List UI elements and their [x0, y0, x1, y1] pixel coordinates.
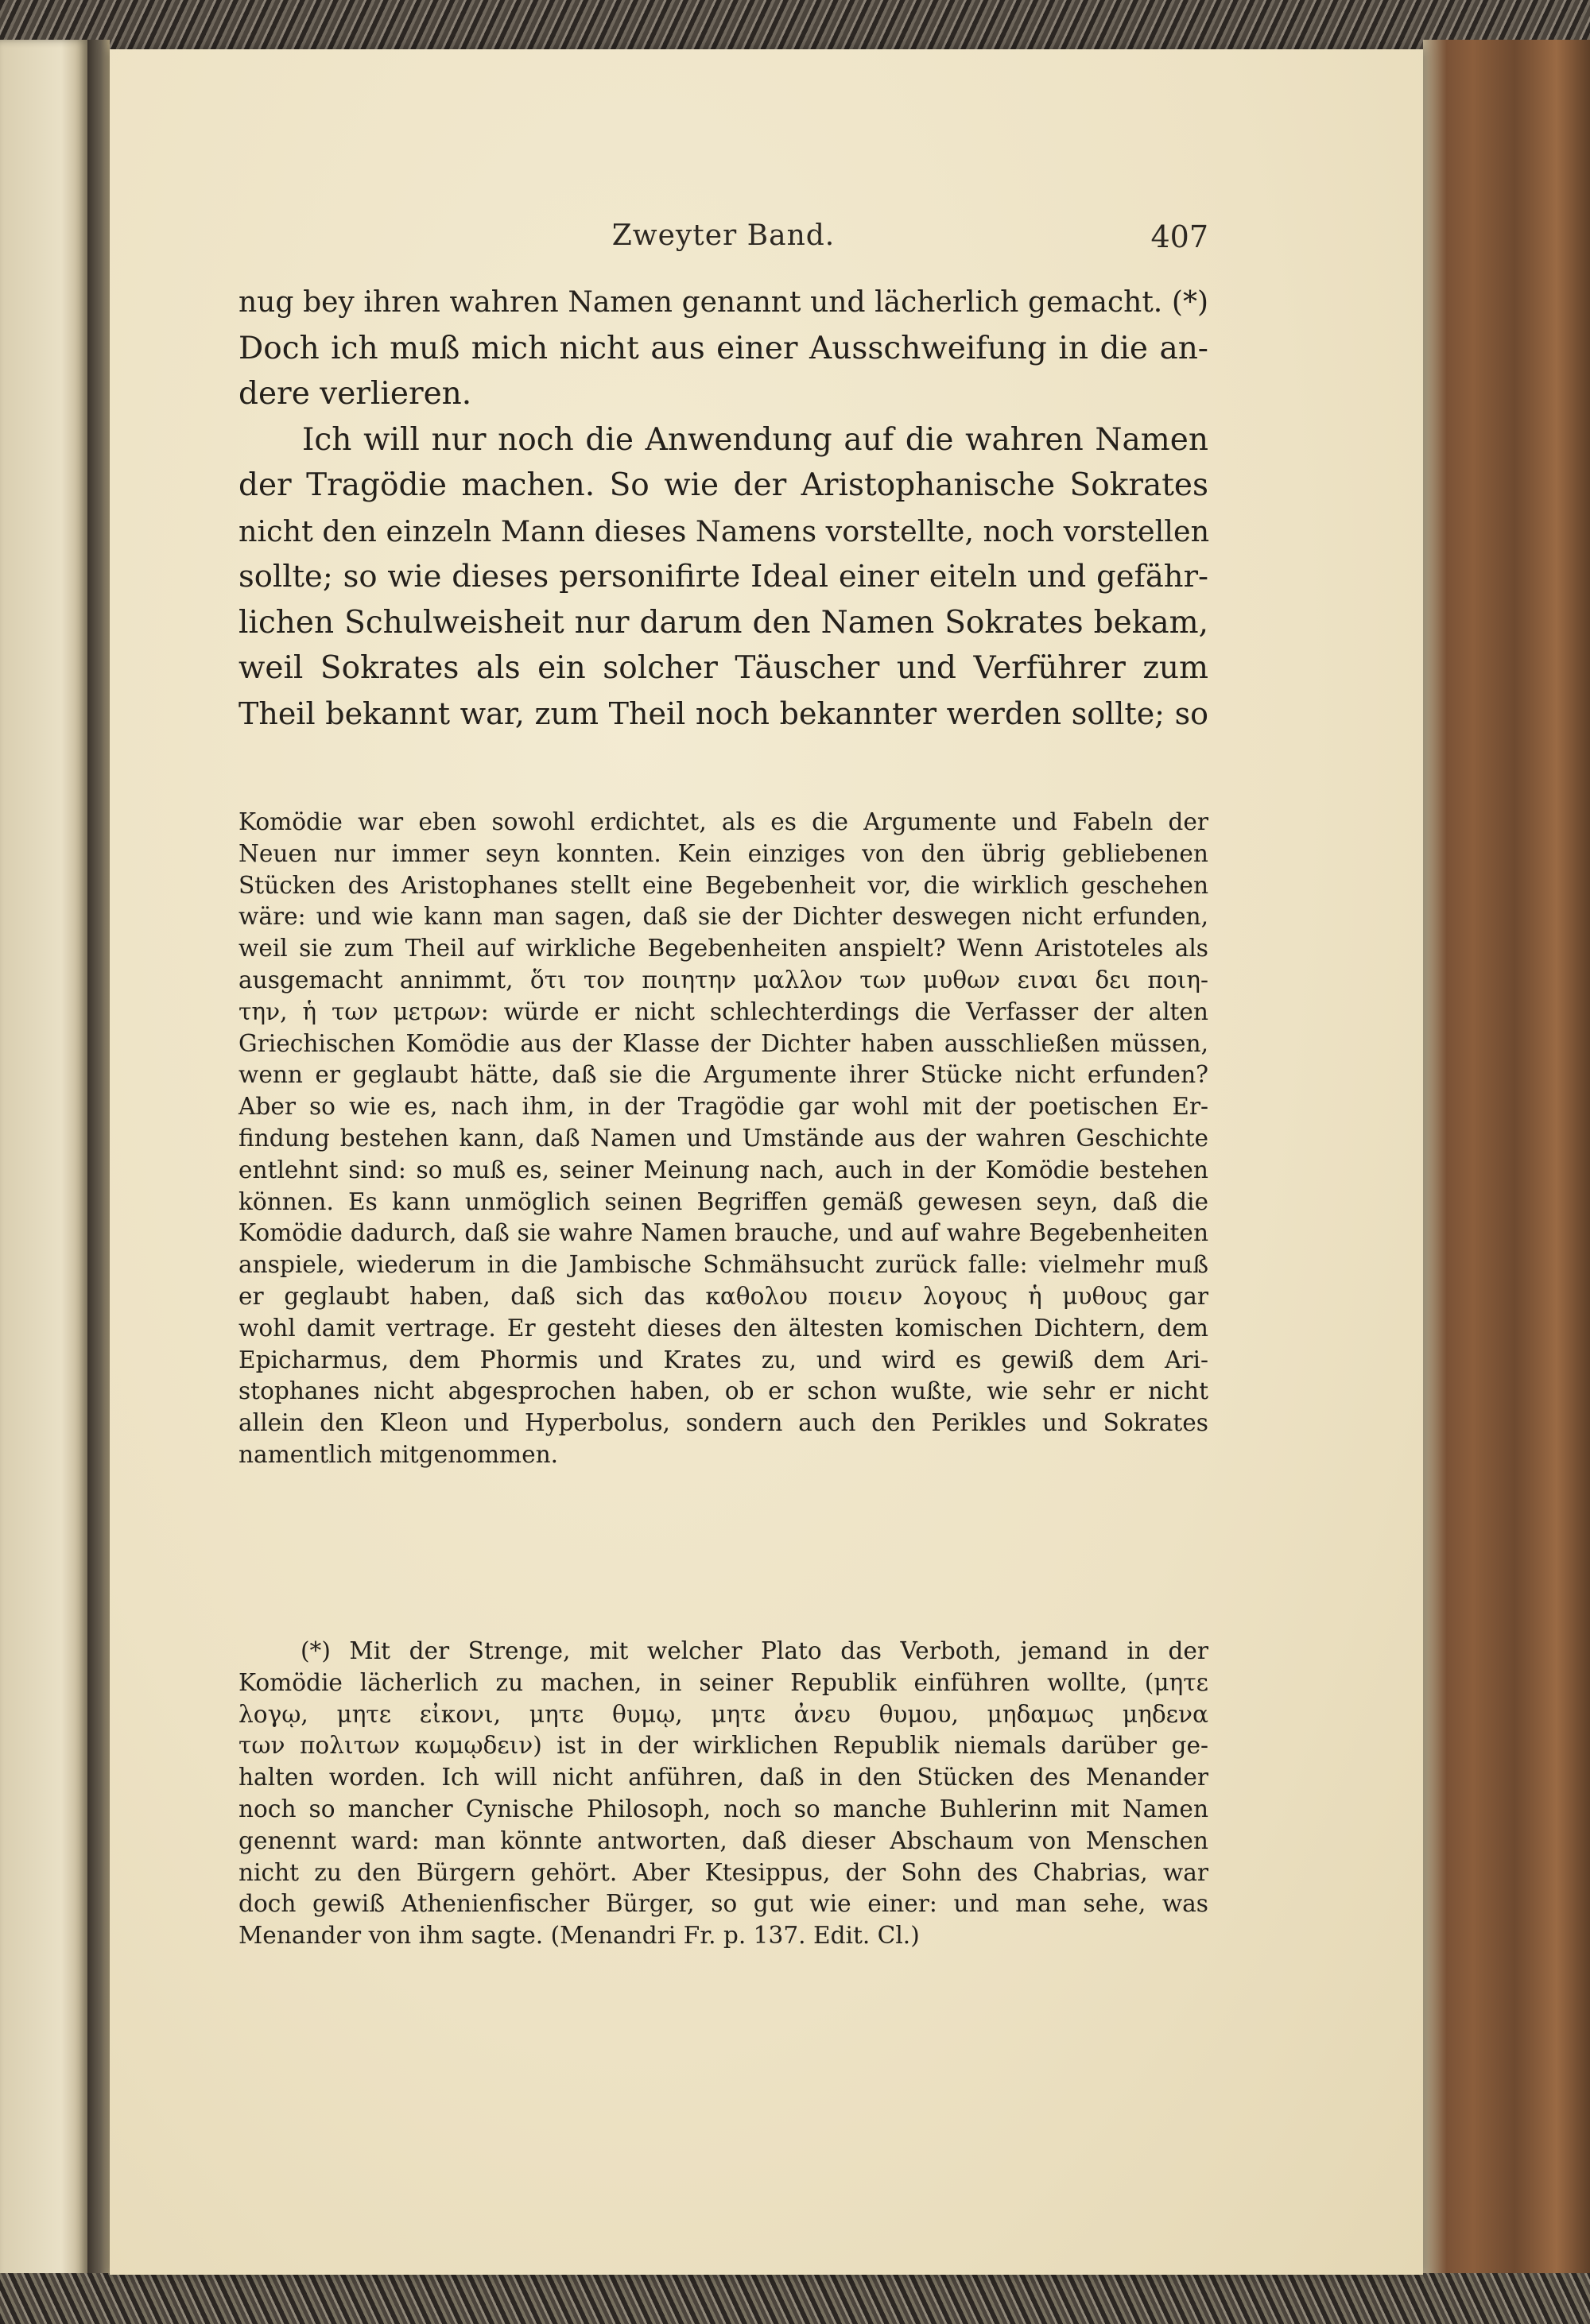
footnote-line: wohl damit vertrage. Er gesteht dieses den ältesten komischen Dichtern, dem: [238, 1314, 1208, 1342]
footnote-line: stophanes nicht abgesprochen haben, ob er schon wußte, wie sehr er nicht: [238, 1377, 1208, 1405]
marbled-endpaper-bottom: [0, 2273, 1590, 2324]
footnote-star: [238, 1636, 1208, 1952]
footnote-line: namentlich mitgenommen.: [238, 1440, 559, 1468]
footnote-line: allein den Kleon und Hyperbolus, sondern auch den Perikles und Sokrates: [238, 1409, 1208, 1437]
text-line: dere verlieren.: [238, 376, 472, 412]
footnote-line: Epicharmus, dem Phormis und Krates zu, und wird es gewiß dem Ari-: [238, 1346, 1208, 1373]
text-line: weil Sokrates als ein solcher Täuscher und Verführer zum: [238, 650, 1208, 686]
text-line: Theil bekannt war, zum Theil noch bekannter werden sollte; so: [238, 695, 1208, 731]
footnote-line: Aber so wie es, nach ihm, in der Tragödie gar wohl mit der poetischen Er-: [238, 1093, 1208, 1121]
footnote-line: Komödie dadurch, daß sie wahre Namen brauche, und auf wahre Begebenheiten: [238, 1219, 1208, 1247]
page-number: 407: [1150, 219, 1208, 254]
text-line: der Tragödie machen. So wie der Aristophanische Sokrates: [238, 467, 1208, 503]
main-text-block: [238, 280, 1208, 737]
footnote-line: noch so mancher Cynische Philosoph, noch so manche Buhlerinn mit Namen: [238, 1795, 1208, 1822]
page-header: [238, 219, 1208, 267]
footnote-line: er geglaubt haben, daß sich das καθολου ποιειν λογους ἡ μυθους gar: [238, 1282, 1208, 1310]
footnote-line: nicht zu den Bürgern gehört. Aber Ktesippus, der Sohn des Chabrias, war: [238, 1858, 1208, 1886]
footnote-line: Neuen nur immer seyn konnten. Kein einziges von den übrig gebliebenen: [238, 839, 1208, 867]
footnote-line: ausgemacht annimmt, ὅτι τον ποιητην μαλλον των μυθων ειναι δει ποιη-: [238, 966, 1208, 994]
footnote-line: των πολιτων κωμῳδειν) ist in der wirklichen Republik niemals darüber ge-: [238, 1732, 1208, 1760]
footnote-line: (*) Mit der Strenge, mit welcher Plato das Verboth, jemand in der: [301, 1637, 1208, 1664]
footnote-line: doch gewiß Athenienfischer Bürger, so gut wie einer: und man sehe, was: [238, 1890, 1208, 1918]
footnote-line: wenn er geglaubt hätte, daß sie die Argumente ihrer Stücke nicht erfunden?: [238, 1061, 1208, 1089]
footnote-line: την, ἡ των μετρων: würde er nicht schlechterdings die Verfasser der alten: [238, 997, 1208, 1025]
footnote-line: findung bestehen kann, daß Namen und Umstände aus der wahren Geschichte: [238, 1124, 1208, 1152]
footnote-line: Stücken des Aristophanes stellt eine Begebenheit vor, die wirklich geschehen: [238, 871, 1208, 899]
footnote-line: wäre: und wie kann man sagen, daß sie der Dichter deswegen nicht erfunden,: [238, 903, 1208, 931]
book-gutter: [87, 40, 110, 2289]
footnote-line: genennt ward: man könnte antworten, daß dieser Abschaum von Menschen: [238, 1826, 1208, 1854]
text-line: sollte; so wie dieses personifirte Ideal einer eiteln und gefähr-: [238, 559, 1208, 595]
running-title: Zweyter Band.: [611, 219, 836, 252]
book-cover-edge: [1423, 40, 1590, 2289]
footnote-line: weil sie zum Theil auf wirkliche Begebenheiten anspielt? Wenn Aristoteles als: [238, 935, 1208, 963]
left-page-edge: [0, 40, 87, 2289]
footnote-line: können. Es kann unmöglich seinen Begriffen gemäß gewesen seyn, daß die: [238, 1187, 1208, 1215]
footnote-continuation: [238, 807, 1208, 1471]
footnote-line: halten worden. Ich will nicht anführen, daß in den Stücken des Menander: [238, 1764, 1208, 1791]
text-line: nicht den einzeln Mann dieses Namens vorstellte, noch vorstellen: [238, 513, 1210, 548]
text-line: Doch ich muß mich nicht aus einer Ausschweifung in die an-: [238, 330, 1208, 366]
footnote-line: Griechischen Komödie aus der Klasse der Dichter haben ausschließen müssen,: [238, 1029, 1208, 1057]
footnote-line: λογῳ, μητε εἰκονι, μητε θυμῳ, μητε ἀνευ θυμου, μηδαμως μηδενα: [238, 1700, 1208, 1728]
footnote-line: Menander von ihm sagte. (Menandri Fr. p. 137. Edit. Cl.): [238, 1922, 920, 1950]
footnote-line: Komödie war eben sowohl erdichtet, als es die Argumente und Fabeln der: [238, 808, 1208, 835]
text-line: Ich will nur noch die Anwendung auf die wahren Namen: [302, 421, 1208, 458]
footnote-line: entlehnt sind: so muß es, seiner Meinung nach, auch in der Komödie bestehen: [238, 1156, 1208, 1183]
text-line: lichen Schulweisheit nur darum den Namen Sokrates bekam,: [238, 604, 1208, 641]
text-line: nug bey ihren wahren Namen genannt und lächerlich gemacht. (*): [238, 286, 1208, 319]
footnote-line: Komödie lächerlich zu machen, in seiner Republik einführen wollte, (μητε: [238, 1668, 1208, 1696]
footnote-line: anspiele, wiederum in die Jambische Schmähsucht zurück falle: vielmehr muß: [238, 1251, 1208, 1279]
